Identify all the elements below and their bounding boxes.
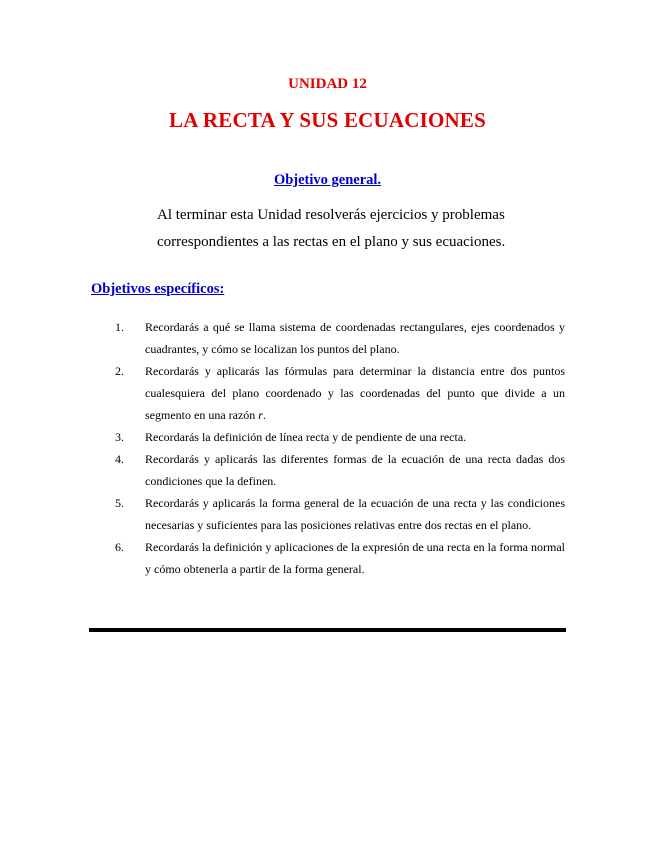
general-objective-text: Al terminar esta Unidad resolverás ejercicios y problemas correspondientes a las rectas en el plano y sus ecuaciones. bbox=[157, 207, 506, 250]
list-item-number: 4. bbox=[115, 452, 124, 466]
page-title: LA RECTA Y SUS ECUACIONES bbox=[169, 108, 486, 132]
list-item bbox=[0, 360, 565, 426]
list-item bbox=[0, 316, 565, 360]
list-item bbox=[0, 448, 565, 492]
specific-objectives-heading: Objetivos específicos: bbox=[91, 281, 225, 297]
list-item bbox=[0, 536, 565, 580]
list-item-text-end: . bbox=[262, 408, 266, 422]
list-item-number: 1. bbox=[115, 320, 124, 334]
list-item-text: Recordarás y aplicarás las fórmulas para determinar la distancia entre dos puntos cualesquiera del plano coordenado y las coordenadas del punto que divide a un segmento en una razón bbox=[145, 364, 565, 422]
list-item-variable: r bbox=[258, 408, 263, 422]
list-item-text: Recordarás y aplicarás las diferentes formas de la ecuación de una recta dadas dos condiciones que la definen. bbox=[145, 452, 565, 488]
list-item-number: 5. bbox=[115, 496, 124, 510]
list-item bbox=[0, 426, 565, 448]
list-item-number: 3. bbox=[115, 430, 124, 444]
general-objective-heading: Objetivo general. bbox=[273, 172, 382, 188]
list-item-text: Recordarás la definición y aplicaciones de la expresión de una recta en la forma normal y cómo obtenerla a partir de la forma general. bbox=[145, 540, 565, 576]
specific-objectives-list bbox=[0, 316, 655, 580]
list-item-text: Recordarás a qué se llama sistema de coordenadas rectangulares, ejes coordenados y cuadrantes, y cómo se localizan los puntos del plano. bbox=[145, 320, 565, 356]
list-item-text: Recordarás y aplicarás la forma general de la ecuación de una recta y las condiciones necesarias y suficientes para las posiciones relativas entre dos rectas en el plano. bbox=[145, 496, 565, 532]
section-divider bbox=[89, 628, 566, 632]
list-item-number: 2. bbox=[115, 364, 124, 378]
list-item-number: 6. bbox=[115, 540, 124, 554]
list-item bbox=[0, 492, 565, 536]
unit-label: UNIDAD 12 bbox=[288, 76, 367, 92]
list-item-text: Recordarás la definición de línea recta y de pendiente de una recta. bbox=[145, 430, 467, 444]
